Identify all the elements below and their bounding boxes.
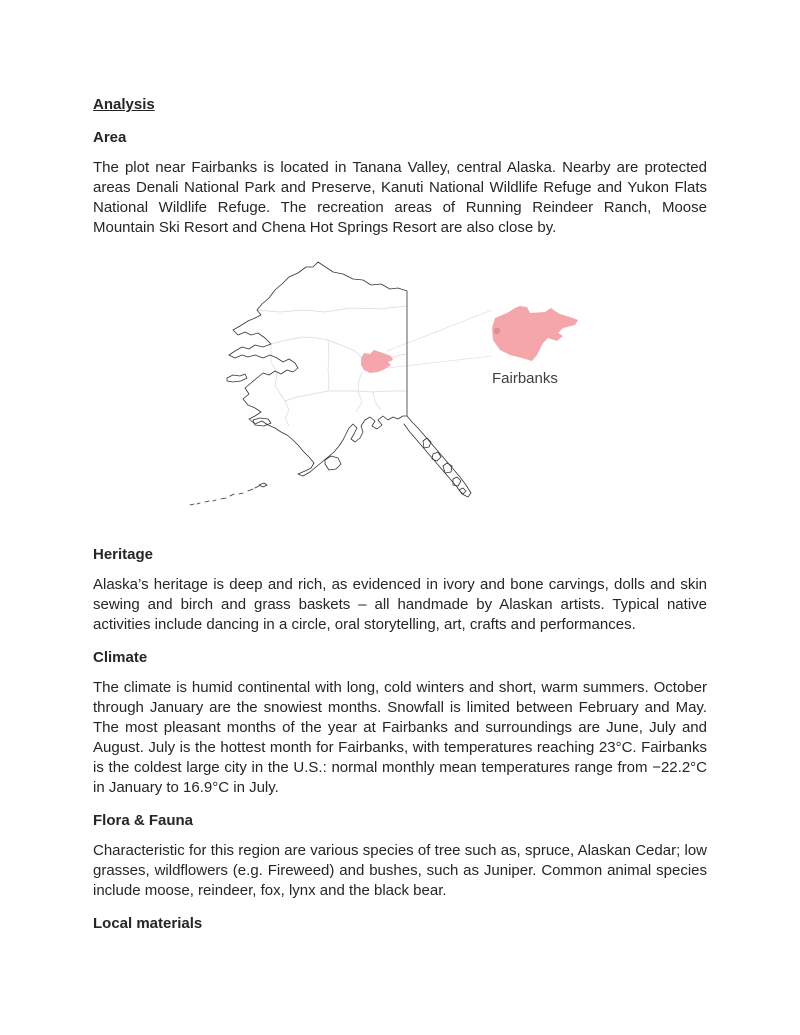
fairbanks-label: Fairbanks <box>492 370 558 387</box>
alaska-map-figure <box>185 258 625 528</box>
callout-borough-shape <box>492 306 578 361</box>
alaska-panhandle <box>404 416 471 497</box>
section-heritage <box>93 545 707 635</box>
highlighted-borough <box>361 350 393 373</box>
section-flora-fauna <box>93 811 707 901</box>
panhandle-islands <box>423 438 466 494</box>
section-local-materials <box>93 914 707 933</box>
st-lawrence-island <box>227 374 247 382</box>
section-climate <box>93 648 707 798</box>
climate-heading: Climate <box>93 649 148 666</box>
kodiak-island <box>325 456 341 470</box>
aleutian-islands <box>190 483 267 505</box>
area-heading: Area <box>93 129 127 146</box>
area-paragraph: The plot near Fairbanks is located in Tanana Valley, central Alaska. Nearby are protected areas Denali National Park and Preserve, Kanuti National Wildlife Refuge and Yukon Flats National Wildlife Refuge. The recreation areas of Running Reindeer Ranch, Moose Mountain Ski Resort and Chena Hot Springs Resort are also close by. <box>93 159 707 236</box>
section-area <box>93 128 707 238</box>
page-title: Analysis <box>93 96 155 113</box>
alaska-map <box>185 258 625 528</box>
heritage-paragraph: Alaska’s heritage is deep and rich, as evidenced in ivory and bone carvings, dolls and skin sewing and birch and grass baskets – all handmade by Alaskan artists. Typical native activities include dancing in a circle, oral storytelling, art, crafts and performances. <box>93 576 707 633</box>
flora-fauna-heading: Flora & Fauna <box>93 812 194 829</box>
heritage-heading: Heritage <box>93 546 154 563</box>
fairbanks-city-dot <box>494 328 500 334</box>
local-materials-heading: Local materials <box>93 915 203 932</box>
callout-connector-lines <box>387 310 492 368</box>
climate-paragraph: The climate is humid continental with long, cold winters and short, warm summers. October through January are the snowiest months. Snowfall is limited between February and May. The most pleasant months of the year at Fairbanks and surroundings are June, July and August. July is the hottest month for Fairbanks, with temperatures reaching 23°C. Fairbanks is the coldest large city in the U.S.: normal monthly mean temperatures range from −22.2°C in January to 16.9°C in July. <box>93 679 707 796</box>
flora-fauna-paragraph: Characteristic for this region are various species of tree such as, spruce, Alaskan Cedar; low grasses, wildflowers (e.g. Fireweed) and bushes, such as Juniper. Common animal species include moose, reindeer, fox, lynx and the black bear. <box>93 842 707 899</box>
